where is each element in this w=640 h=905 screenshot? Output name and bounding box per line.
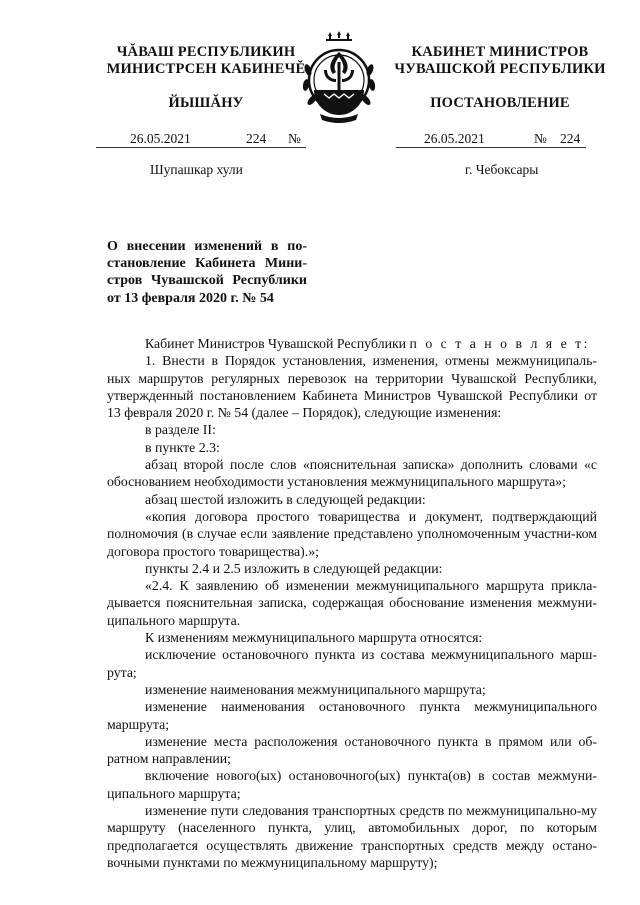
body-paragraph: изменение пути следования транспортных средств по межмуниципально-му маршруту (населенного пункта, улиц, автомобильных дорог, по которым предполагается осуществлять движение транспортных средств между остано-вочными пунктами по межмуниципальному маршруту); <box>107 803 597 870</box>
body-paragraph: исключение остановочного пункта из состава межмуниципального марш-рута; <box>107 647 597 680</box>
chuvash-coat-of-arms-icon <box>300 30 378 126</box>
intro-spaced-verb: п о с т а н о в л я е т: <box>409 336 591 351</box>
body-paragraph: включение нового(ых) остановочного(ых) пункта(ов) в состав межмуни-ципального маршрута; <box>107 768 597 801</box>
header-right-line2: ЧУВАШСКОЙ РЕСПУБЛИКИ <box>394 61 606 77</box>
dateline-left <box>96 131 306 148</box>
title-line: от 13 февраля 2020 г. № 54 <box>107 290 274 306</box>
intro-text: Кабинет Министров Чувашской Республики <box>145 336 410 351</box>
body-paragraph: изменение наименования межмуниципального маршрута; <box>145 681 486 697</box>
header-right-block <box>390 44 610 112</box>
dateline-right <box>396 131 586 148</box>
title-line: стров Чувашской Республики <box>107 273 307 289</box>
dateline-right-number: 224 <box>560 131 581 146</box>
dateline-left-date: 26.05.2021 <box>130 131 191 146</box>
body-paragraph: изменение наименования остановочного пункта межмуниципального маршрута; <box>107 699 597 732</box>
header-right-line1: КАБИНЕТ МИНИСТРОВ <box>411 44 589 60</box>
body-paragraph: абзац шестой изложить в следующей редакции: <box>145 491 426 507</box>
header-left-line2: МИНИСТРСЕН КАБИНЕЧĔ <box>106 61 306 77</box>
title-line: становление Кабинета Мини- <box>107 256 307 272</box>
header-right-doc-type: ПОСТАНОВЛЕНИЕ <box>430 95 570 111</box>
body-paragraph: в пункте 2.3: <box>145 439 220 455</box>
body-paragraph: «2.4. К заявлению об изменении межмуниципального маршрута прикла-дывается пояснительная записка, содержащая обоснование изменения межмуни-ципального маршрута. <box>107 578 597 628</box>
body-paragraph: изменение места расположения остановочного пункта в прямом или об-ратном направлении; <box>107 733 597 767</box>
place-left: Шупашкар хули <box>150 162 243 177</box>
intro-paragraph <box>107 335 597 352</box>
body-paragraph: абзац второй после слов «пояснительная записка» дополнить словами «с обоснованием необходимости установления межмуниципального маршрута»; <box>107 457 597 490</box>
dateline-left-sign: № <box>288 131 301 146</box>
dateline-left-number: 224 <box>246 131 267 146</box>
document-title <box>107 238 307 307</box>
dateline-right-date: 26.05.2021 <box>424 131 485 146</box>
body-paragraph: К изменениям межмуниципального маршрута относятся: <box>145 630 483 646</box>
title-line: О внесении изменений в по- <box>107 239 307 254</box>
header-left-doc-type: ЙЫШĂНУ <box>168 95 244 111</box>
document-body <box>107 335 597 871</box>
place-right: г. Чебоксары <box>465 162 539 177</box>
body-paragraph: «копия договора простого товарищества и документ, подтверждающий полномочия (в случае если заявление представлено уполномоченным участни-ком договора простого товарищества).»; <box>107 508 597 559</box>
body-paragraph: в разделе II: <box>145 422 216 438</box>
body-paragraph: 1. Внести в Порядок установления, изменения, отмены межмуниципаль-ных маршрутов регулярных перевозок на территории Чувашской Республики, утвержденный постановлением Кабинета Министров Чувашской Республики от 13 февраля 2020 г. № 54 (далее – Порядок), следующие изменения: <box>107 353 597 421</box>
dateline-right-sign: № <box>534 131 547 146</box>
header-left-line1: ЧĂВАШ РЕСПУБЛИКИН <box>116 44 296 60</box>
header-left-block <box>96 44 316 112</box>
body-paragraph: пункты 2.4 и 2.5 изложить в следующей редакции: <box>145 560 443 576</box>
